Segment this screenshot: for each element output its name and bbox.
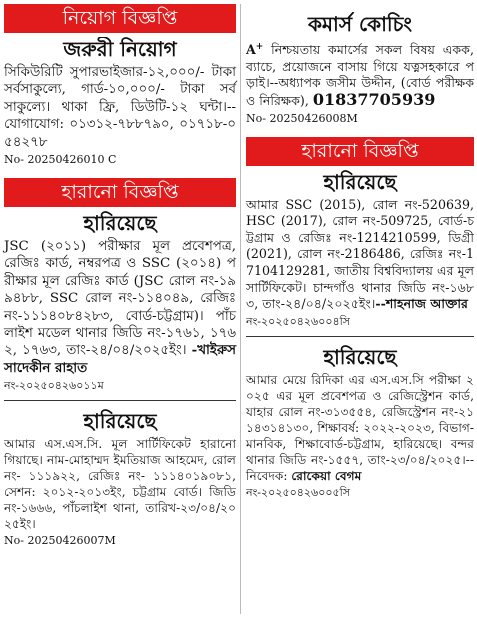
phone-number: 01837705939 (312, 89, 436, 109)
ad-signer: -খাইরুস সাদেকীন রাহাত (4, 342, 236, 376)
ad-separator (4, 400, 236, 401)
lost-admit-card-ad (246, 345, 474, 500)
ad-heading: জরুরী নিয়োগ (63, 37, 177, 61)
ad-body (246, 372, 474, 484)
ad-body-text: আমার SSC (2015), রোল নং-520639, HSC (2017), রোল নং-509725, বোর্ড-চট্টগ্রাম ও রেজিঃ নং-1214210599, ডিগ্রী (2021), রোল নং-2186486, রেজিঃ নং-17104129281, জাতীয় বিশ্ববিদ্যালয় এর মূল সার্টিফিকেট। চান্দগাঁও থানার জিডি নং-১৬৮৩, তাং-২৪/০৪/২০২৫ইং। (246, 196, 474, 312)
ad-body-text: নিশ্চয়তায় কমার্সের সকল বিষয় একক, ব্যাচে, প্রয়োজনে বাসায় গিয়ে যত্নসহকারে পড়াই।--অধ্যাপক জসীম উদ্দীন, (বোর্ড পরীক্ষক ও নিরিক্ষক), (246, 42, 474, 108)
ad-ref: No- 20250426008M (246, 111, 358, 125)
left-column (4, 4, 236, 548)
ad-heading: হারিয়েছে (83, 211, 157, 236)
grade-badge: A+ (246, 42, 264, 58)
ad-body-text: JSC (২০১১) পরীক্ষার মূল প্রবেশপত্র, রেজিঃ কার্ড, নম্বরপত্র ও SSC (২০১৪) পরীক্ষার মূল রেজিঃ কার্ড (JSC রোল নং-১৯৯৪৮৮, SSC রোল নং-১১৪০৪৯, রেজিঃ নং-১১১৪০৮৪২৮৩, বোর্ড-চট্টগ্রাম)। পাঁচলাইশ মডেল থানার জিডি নং-১৭৬১, ১৭৬২, ১৭৬৩, তাং-২৪/০৪/২০২৫ইং। (4, 239, 236, 359)
ad-ref: নং-২০২৫০৪২৬০১১ম (4, 379, 104, 393)
ad-signer: রোকেয়া বেগম (291, 468, 362, 483)
ad-body (246, 197, 474, 313)
recruitment-ad (4, 4, 236, 167)
lost-notice-ad (4, 178, 236, 393)
ad-heading: হারিয়েছে (323, 344, 397, 369)
ad-heading: হারিয়েছে (323, 169, 397, 194)
ad-banner: হারানো বিজ্ঞপ্তি (246, 137, 474, 166)
ad-separator (246, 336, 474, 337)
ad-body-text: আমার মেয়ে রিদিকা এর এস.এস.সি পরীক্ষা ২০২৫ এর মূল প্রবেশপত্র ও রেজিস্ট্রেশন কার্ড, যাহার রোল নং-৩১৩৫৫৪, রেজিস্ট্রেশন নং-২১১৪৩১৪১৩০, শিক্ষাবর্ষ: ২০২২-২০২৩, বিভাগ-মানবিক, শিক্ষাবোর্ড-চট্টগ্রাম, হারিয়েছে। বন্দর থানার জিডি নং-১৫৫৭, তাং-২৩/০৪/২০২৫।--নিবেদক: (246, 372, 474, 483)
coaching-ad (246, 12, 474, 126)
ad-heading: কমার্স কোচিং (307, 12, 413, 36)
column-divider (240, 4, 241, 614)
ad-body (246, 39, 474, 110)
ad-body: সিকিউরিটি সুপারভাইজার-১২,০০০/- টাকা সর্বসাকুল্যে, গার্ড-১০,০০০/- টাকা সর্বসাকুল্যে। থাকা ফ্রি, ডিউটি-১২ ঘন্টা।--যোগাযোগ: ০১৩১২-৭৮৮৭৯০, ০১৭১৮-০৫৪২৭৮ (4, 65, 236, 150)
ad-ref: নং-২০২৫০৪২৬০০৪সি (246, 314, 351, 328)
ad-signer: --শাহনাজ আক্তার (375, 296, 468, 312)
ad-banner: হারানো বিজ্ঞপ্তি (4, 178, 236, 207)
ad-body: আমার এস.এস.সি. মূল সার্টিফিকেট হারানো গিয়াছে। নাম-মোহাম্মদ ইমতিয়াজ আহমেদ, রোল নং- ১১১৯২২, রেজিঃ নং- ১১১৪০১৯০৮১, সেশন: ২০১২-২০১৩ইং, চট্টগ্রাম বোর্ড। জিডি নং-১৬৬৬, পাঁচলাইশ থানা, তারিখ-২৩/০৪/২০২৫ইং। (4, 437, 236, 532)
lost-notice-ad (246, 137, 474, 329)
ad-ref: No- 20250426007M (4, 534, 116, 548)
right-column (246, 4, 474, 500)
ad-ref: No- 20250426010 C (4, 153, 117, 167)
ad-heading: হারিয়েছে (83, 409, 157, 434)
lost-certificate-ad (4, 409, 236, 548)
ad-body (4, 238, 236, 377)
ad-ref: নং-২০২৫০৪২৬০০৫সি (246, 485, 351, 499)
ad-banner: নিয়োগ বিজ্ঞপ্তি (4, 4, 236, 33)
